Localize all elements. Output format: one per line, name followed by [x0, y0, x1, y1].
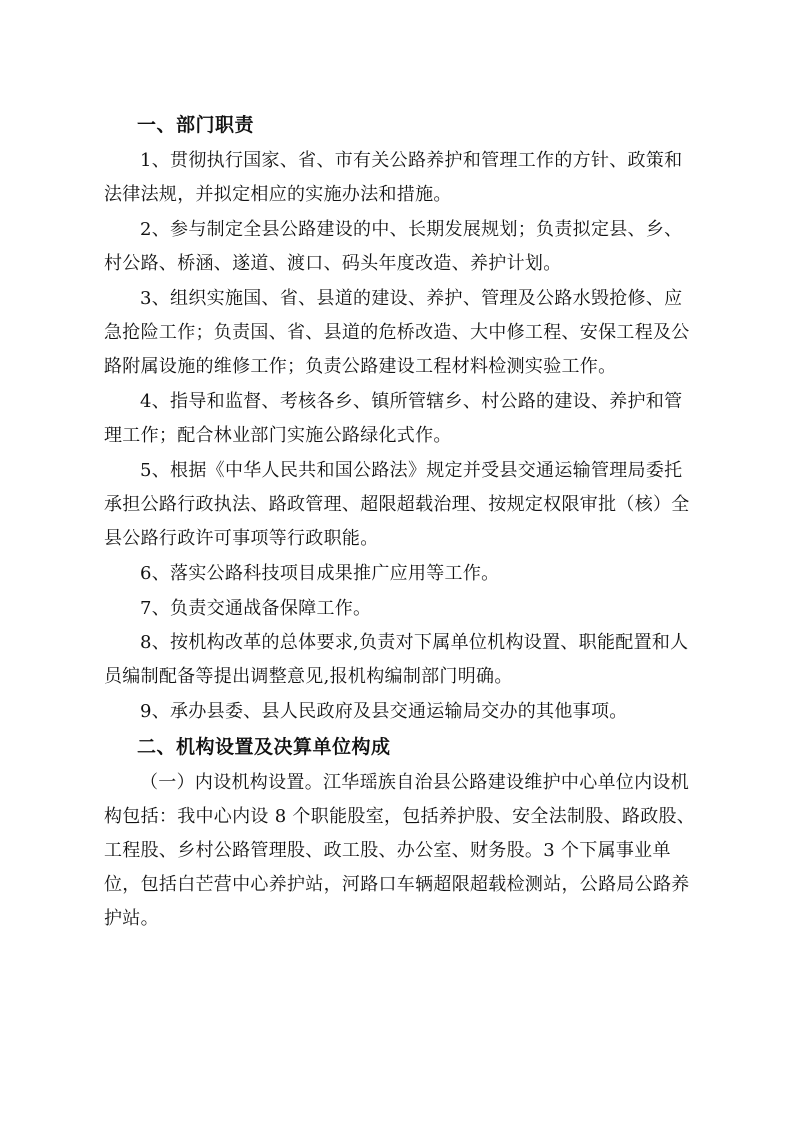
paragraph-line: 7、负责交通战备保障工作。	[140, 598, 372, 619]
section-heading-2: 二、机构设置及决算单位构成	[137, 736, 391, 758]
paragraph-line: 急抢险工作；负责国、省、县道的危桥改造、大中修工程、安保工程及公	[104, 322, 690, 343]
paragraph-line: 3、组织实施国、省、县道的建设、养护、管理及公路水毁抢修、应	[140, 288, 683, 309]
paragraph-line: 员编制配备等提出调整意见,报机构编制部门明确。	[104, 666, 513, 687]
paragraph-line: 构包括：我中心内设 8 个职能股室，包括养护股、安全法制股、路政股、	[104, 806, 696, 827]
paragraph-line: 村公路、桥涵、遂道、渡口、码头年度改造、养护计划。	[104, 253, 562, 274]
paragraph-line: 护站。	[104, 908, 159, 929]
paragraph-line: 法律法规，并拟定相应的实施办法和措施。	[104, 184, 452, 205]
paragraph-line: 1、贯彻执行国家、省、市有关公路养护和管理工作的方针、政策和	[140, 150, 683, 171]
paragraph-line: 4、指导和监督、考核各乡、镇所管辖乡、村公路的建设、养护和管	[140, 391, 683, 412]
paragraph-line: 5、根据《中华人民共和国公路法》规定并受县交通运输管理局委托	[140, 460, 683, 481]
paragraph-line: 9、承办县委、县人民政府及县交通运输局交办的其他事项。	[140, 701, 628, 722]
section-heading-1: 一、部门职责	[137, 114, 255, 136]
paragraph-line: 路附属设施的维修工作；负责公路建设工程材料检测实验工作。	[104, 356, 617, 377]
paragraph-line: （一）内设机构设置。江华瑶族自治县公路建设维护中心单位内设机	[140, 772, 689, 793]
paragraph-line: 位，包括白芒营中心养护站，河路口车辆超限超载检测站，公路局公路养	[104, 874, 690, 895]
paragraph-line: 理工作；配合林业部门实施公路绿化式作。	[104, 425, 452, 446]
paragraph-line: 8、按机构改革的总体要求,负责对下属单位机构设置、职能配置和人	[140, 632, 689, 653]
paragraph-line: 6、落实公路科技项目成果推广应用等工作。	[140, 563, 500, 584]
paragraph-line: 工程股、乡村公路管理股、政工股、办公室、财务股。3 个下属事业单	[104, 840, 671, 861]
paragraph-line: 承担公路行政执法、路政管理、超限超载治理、按规定权限审批（核）全	[104, 494, 690, 515]
paragraph-line: 县公路行政许可事项等行政职能。	[104, 528, 379, 549]
paragraph-line: 2、参与制定全县公路建设的中、长期发展规划；负责拟定县、乡、	[140, 219, 683, 240]
